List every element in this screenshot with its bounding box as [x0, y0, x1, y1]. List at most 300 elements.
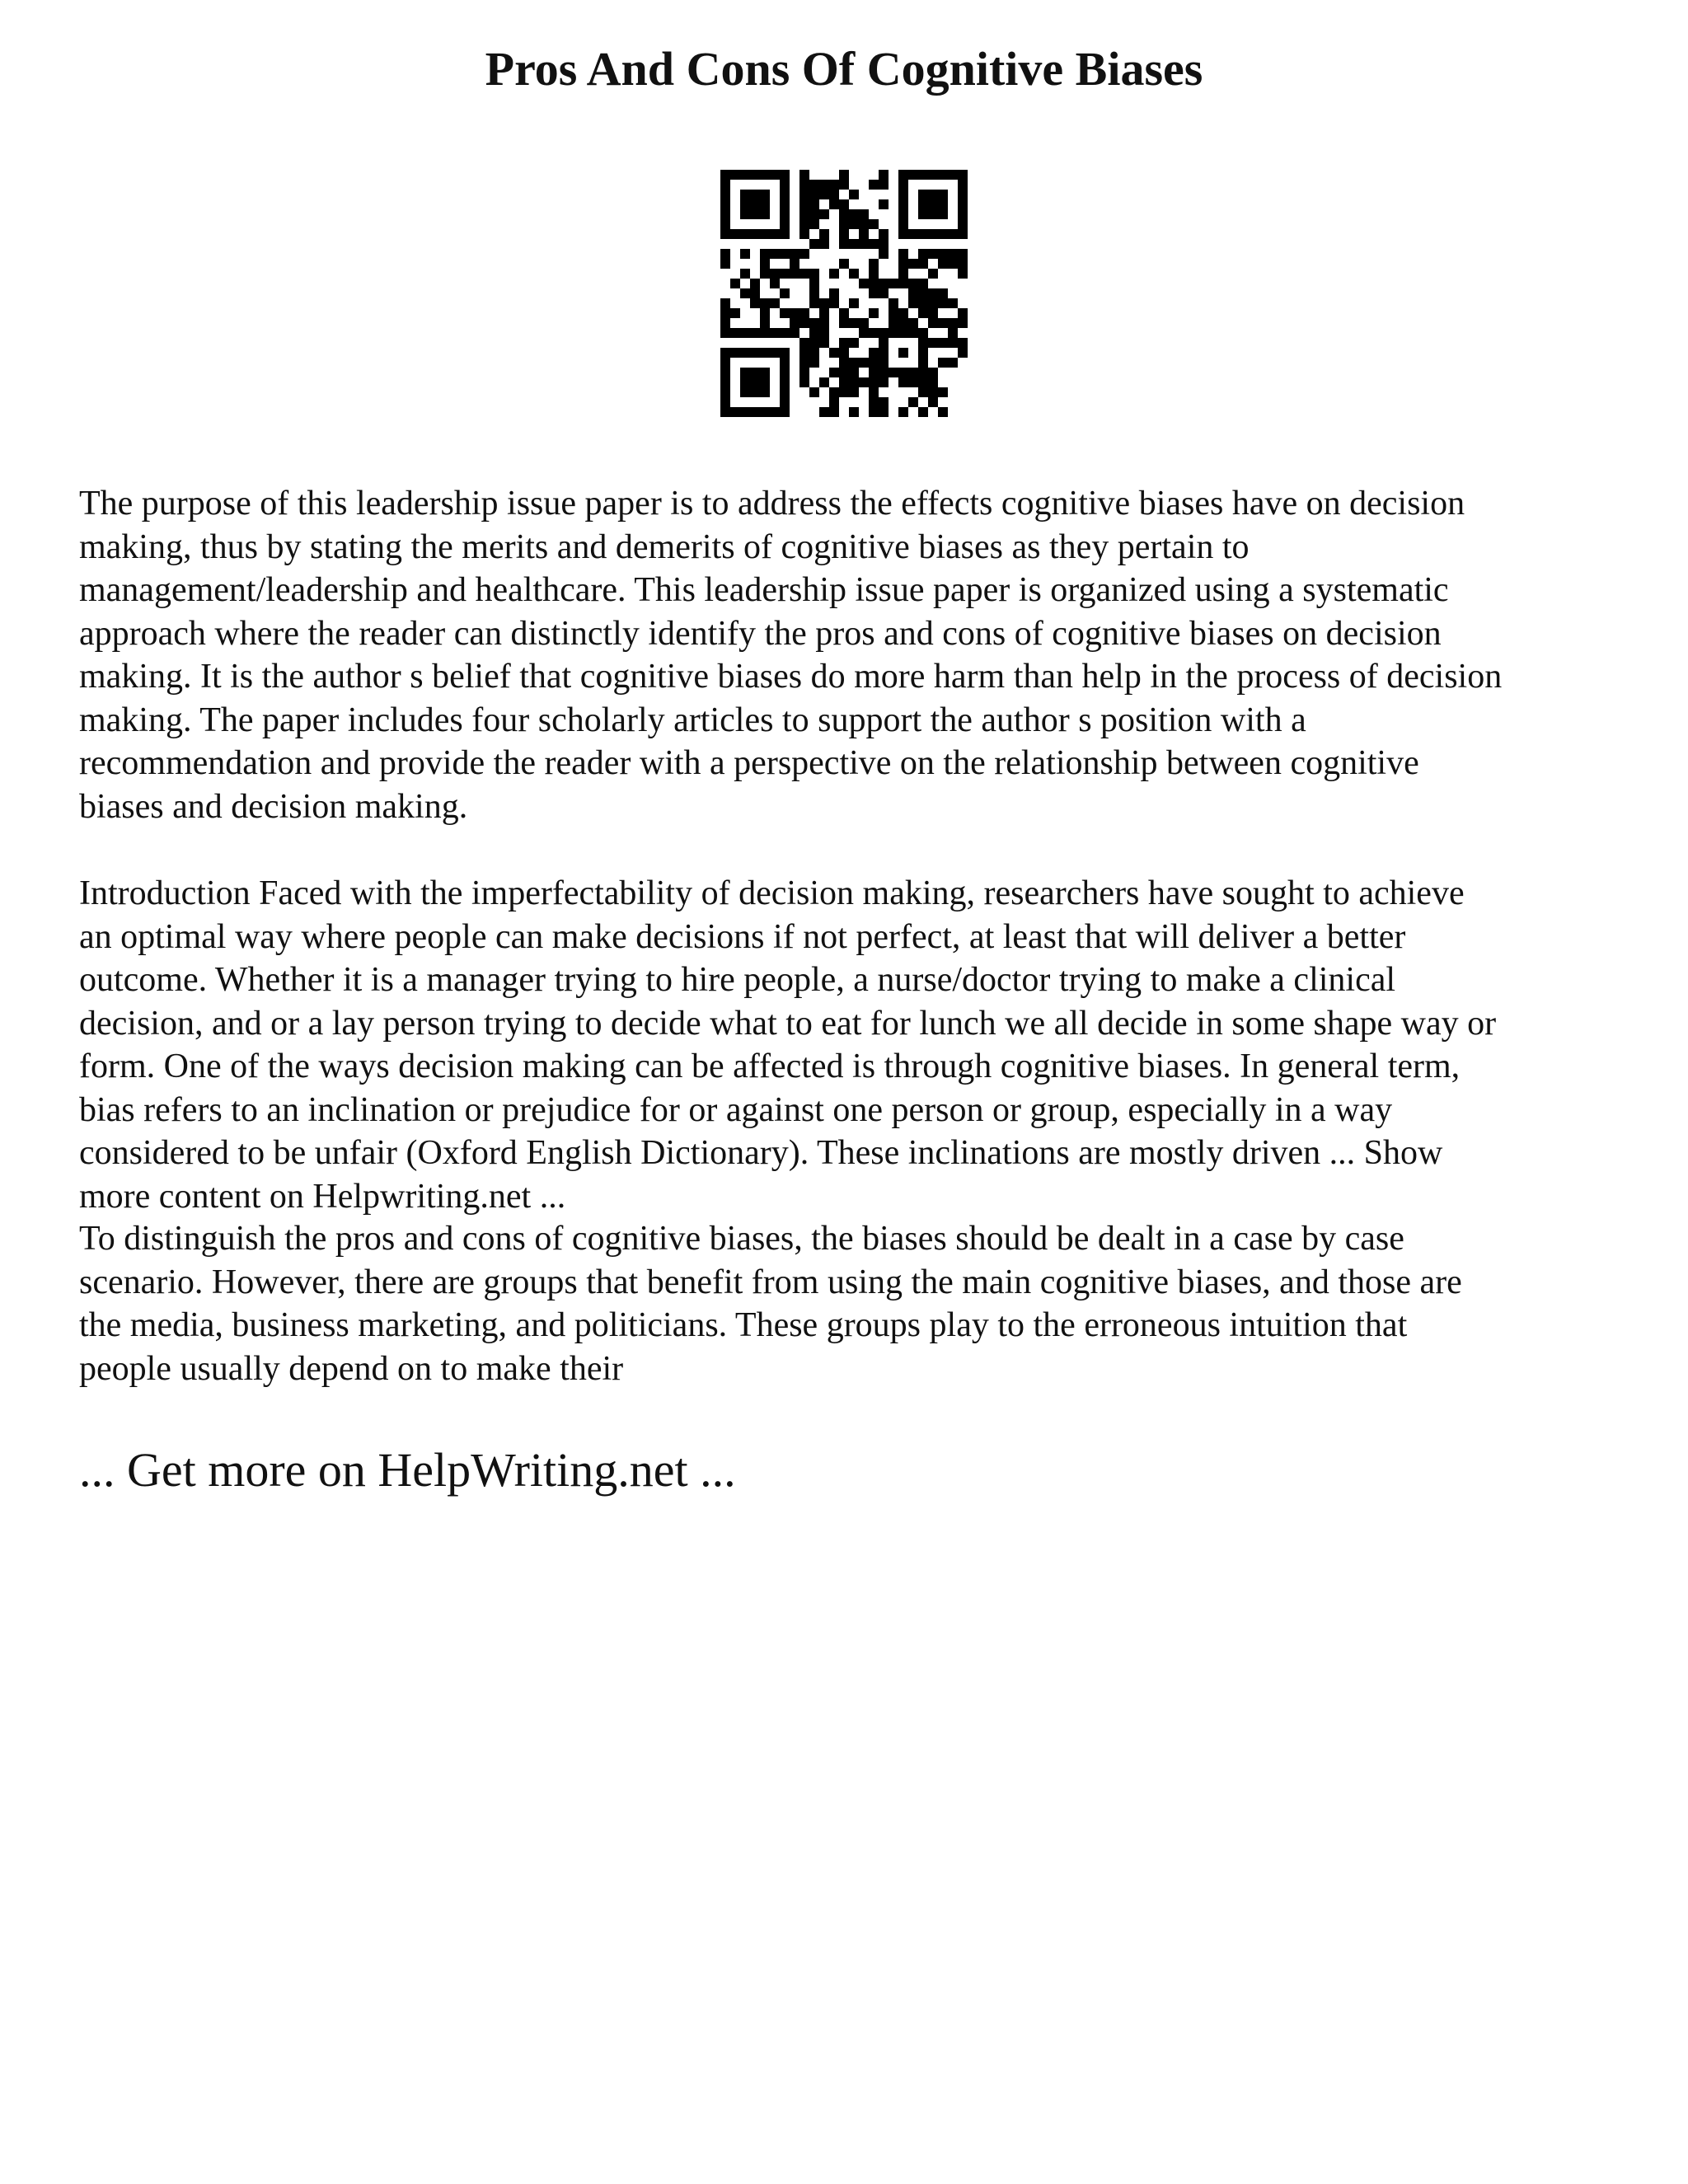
qr-module — [958, 180, 968, 190]
qr-module — [770, 170, 780, 180]
qr-module — [829, 269, 839, 279]
qr-module — [720, 180, 730, 190]
qr-module — [908, 377, 918, 387]
qr-module — [839, 239, 849, 249]
qr-module — [780, 358, 790, 368]
qr-module — [938, 318, 948, 328]
qr-module — [829, 348, 839, 358]
qr-module — [958, 190, 968, 199]
qr-module — [750, 279, 760, 288]
qr-module — [938, 249, 948, 259]
qr-module — [760, 209, 770, 219]
qr-module — [849, 318, 859, 328]
qr-module — [799, 219, 809, 229]
qr-module — [928, 249, 938, 259]
qr-module — [879, 407, 889, 417]
qr-module — [928, 318, 938, 328]
qr-module — [958, 259, 968, 269]
qr-module — [928, 288, 938, 298]
qr-module — [799, 209, 809, 219]
qr-module — [869, 348, 879, 358]
qr-module — [819, 239, 829, 249]
qr-module — [740, 348, 750, 358]
qr-module — [948, 318, 958, 328]
qr-module — [819, 407, 829, 417]
qr-module — [938, 199, 948, 209]
qr-module — [839, 358, 849, 368]
qr-module — [918, 407, 928, 417]
qr-module — [799, 190, 809, 199]
qr-module — [839, 308, 849, 318]
qr-module — [760, 298, 770, 308]
qr-module — [839, 338, 849, 348]
qr-module — [849, 407, 859, 417]
qr-module — [958, 338, 968, 348]
qr-module — [918, 288, 928, 298]
qr-module — [928, 269, 938, 279]
qr-module — [879, 239, 889, 249]
qr-module — [839, 318, 849, 328]
qr-module — [928, 368, 938, 377]
qr-module — [938, 170, 948, 180]
qr-module — [928, 170, 938, 180]
qr-module — [720, 190, 730, 199]
qr-module — [720, 318, 730, 328]
qr-module — [898, 377, 908, 387]
qr-module — [918, 259, 928, 269]
qr-module — [859, 229, 869, 239]
qr-module — [859, 239, 869, 249]
qr-module — [869, 308, 879, 318]
qr-module — [720, 209, 730, 219]
qr-module — [799, 199, 809, 209]
qr-module — [780, 308, 790, 318]
qr-module — [948, 358, 958, 368]
qr-module — [958, 308, 968, 318]
qr-module — [879, 348, 889, 358]
qr-module — [799, 338, 809, 348]
qr-module — [918, 209, 928, 219]
qr-module — [780, 180, 790, 190]
qr-module — [958, 229, 968, 239]
qr-module — [918, 279, 928, 288]
qr-module — [839, 368, 849, 377]
qr-module — [780, 219, 790, 229]
qr-module — [809, 190, 819, 199]
qr-module — [750, 190, 760, 199]
qr-module — [730, 348, 740, 358]
qr-module — [760, 368, 770, 377]
qr-module — [780, 209, 790, 219]
qr-module — [770, 348, 780, 358]
qr-module — [849, 368, 859, 377]
qr-module — [740, 229, 750, 239]
qr-module — [740, 249, 750, 259]
qr-module — [799, 269, 809, 279]
qr-module — [918, 190, 928, 199]
qr-module — [740, 328, 750, 338]
qr-module — [780, 387, 790, 397]
qr-module — [760, 170, 770, 180]
qr-module — [908, 328, 918, 338]
qr-module — [898, 199, 908, 209]
qr-module — [720, 298, 730, 308]
qr-module — [889, 279, 898, 288]
qr-module — [720, 328, 730, 338]
qr-module — [898, 269, 908, 279]
qr-module — [928, 387, 938, 397]
qr-module — [859, 279, 869, 288]
qr-module — [839, 348, 849, 358]
qr-module — [879, 338, 889, 348]
qr-module — [898, 229, 908, 239]
qr-module — [839, 387, 849, 397]
qr-module — [849, 338, 859, 348]
qr-module — [760, 407, 770, 417]
qr-module — [730, 407, 740, 417]
qr-module — [750, 209, 760, 219]
qr-module — [829, 387, 839, 397]
qr-module — [879, 288, 889, 298]
qr-module — [839, 209, 849, 219]
qr-module — [839, 180, 849, 190]
qr-module — [740, 170, 750, 180]
qr-module — [928, 377, 938, 387]
qr-module — [730, 229, 740, 239]
qr-module — [839, 229, 849, 239]
qr-module — [898, 368, 908, 377]
qr-module — [740, 209, 750, 219]
qr-module — [780, 368, 790, 377]
qr-module — [908, 259, 918, 269]
qr-module — [809, 279, 819, 288]
abstract-paragraph: The purpose of this leadership issue paper is to address the effects cognitive biases have on decision making, thus by stating the merits and demerits of cognitive biases as they pertain to management/leadership and healthcare. This leadership issue paper is organized using a systematic approach where the reader can distinctly identify the pros and cons of cognitive biases on decision making. It is the author s belief that cognitive biases do more harm than help in the process of decision making. The paper includes four scholarly articles to support the author s position with a recommendation and provide the reader with a perspective on the relationship between cognitive biases and decision making. — [79, 485, 1503, 826]
qr-module — [720, 199, 730, 209]
qr-module — [760, 348, 770, 358]
qr-module — [740, 190, 750, 199]
qr-module — [720, 358, 730, 368]
qr-module — [770, 407, 780, 417]
qr-module — [799, 249, 809, 259]
qr-module — [750, 377, 760, 387]
qr-module — [829, 298, 839, 308]
qr-code-graphic — [720, 170, 968, 417]
qr-module — [879, 229, 889, 239]
qr-module — [839, 259, 849, 269]
qr-module — [819, 377, 829, 387]
qr-module — [938, 259, 948, 269]
qr-module — [938, 338, 948, 348]
qr-module — [898, 249, 908, 259]
qr-module — [879, 377, 889, 387]
qr-module — [839, 199, 849, 209]
qr-module — [879, 368, 889, 377]
qr-module — [869, 219, 879, 229]
qr-module — [898, 308, 908, 318]
qr-module — [859, 318, 869, 328]
qr-module — [849, 387, 859, 397]
qr-module — [869, 279, 879, 288]
qr-module — [780, 199, 790, 209]
qr-module — [720, 259, 730, 269]
qr-module — [869, 397, 879, 407]
qr-module — [780, 269, 790, 279]
qr-module — [879, 180, 889, 190]
qr-module — [770, 298, 780, 308]
qr-module — [780, 377, 790, 387]
qr-module — [839, 377, 849, 387]
qr-module — [928, 229, 938, 239]
qr-module — [958, 249, 968, 259]
qr-module — [938, 387, 948, 397]
qr-module — [918, 358, 928, 368]
qr-module — [938, 288, 948, 298]
qr-module — [809, 209, 819, 219]
qr-module — [720, 308, 730, 318]
qr-module — [928, 338, 938, 348]
qr-module — [879, 328, 889, 338]
qr-module — [730, 279, 740, 288]
qr-module — [790, 308, 799, 318]
qr-module — [730, 308, 740, 318]
qr-module — [839, 219, 849, 229]
qr-module — [889, 318, 898, 328]
qr-module — [849, 219, 859, 229]
qr-module — [958, 219, 968, 229]
qr-module — [760, 190, 770, 199]
qr-module — [809, 358, 819, 368]
qr-module — [879, 279, 889, 288]
qr-module — [908, 170, 918, 180]
qr-module — [809, 298, 819, 308]
page-title: Pros And Cons Of Cognitive Biases — [485, 42, 1203, 96]
qr-module — [799, 318, 809, 328]
qr-module — [809, 239, 819, 249]
qr-module — [750, 229, 760, 239]
qr-module — [780, 249, 790, 259]
qr-module — [809, 199, 819, 209]
qr-module — [829, 180, 839, 190]
qr-module — [908, 288, 918, 298]
body-paragraph: To distinguish the pros and cons of cognitive biases, the biases should be dealt in a case by case scenario. However, there are groups that benefit from using the main cognitive biases, and those are the media, business marketing, and politicians. These groups play to the erroneous intuition that people usually depend on to make their — [79, 1220, 1462, 1388]
qr-module — [879, 170, 889, 180]
qr-module — [809, 387, 819, 397]
qr-module — [908, 279, 918, 288]
qr-module — [839, 170, 849, 180]
qr-module — [859, 358, 869, 368]
qr-module — [849, 377, 859, 387]
qr-module — [869, 180, 879, 190]
qr-module — [760, 377, 770, 387]
qr-module — [760, 328, 770, 338]
qr-module — [879, 249, 889, 259]
qr-module — [799, 368, 809, 377]
qr-module — [790, 269, 799, 279]
qr-module — [918, 199, 928, 209]
qr-module — [750, 298, 760, 308]
qr-module — [898, 407, 908, 417]
qr-module — [799, 377, 809, 387]
qr-module — [799, 180, 809, 190]
qr-module — [879, 358, 889, 368]
qr-module — [898, 170, 908, 180]
qr-module — [780, 397, 790, 407]
qr-module — [740, 387, 750, 397]
qr-module — [780, 190, 790, 199]
qr-module — [750, 407, 760, 417]
qr-module — [918, 328, 928, 338]
qr-module — [859, 377, 869, 387]
qr-module — [790, 249, 799, 259]
qr-module — [770, 279, 780, 288]
qr-module — [898, 318, 908, 328]
qr-module — [918, 229, 928, 239]
qr-module — [829, 407, 839, 417]
qr-module — [849, 239, 859, 249]
qr-module — [730, 328, 740, 338]
qr-module — [819, 229, 829, 239]
qr-module — [720, 407, 730, 417]
qr-module — [898, 219, 908, 229]
qr-module — [829, 397, 839, 407]
qr-module — [849, 269, 859, 279]
qr-module — [918, 249, 928, 259]
qr-module — [908, 298, 918, 308]
get-more-link[interactable]: ... Get more on HelpWriting.net ... — [79, 1443, 736, 1497]
qr-module — [898, 348, 908, 358]
qr-module — [958, 318, 968, 328]
qr-module — [740, 199, 750, 209]
qr-module — [750, 387, 760, 397]
qr-module — [750, 328, 760, 338]
qr-module — [740, 407, 750, 417]
qr-module — [770, 229, 780, 239]
qr-module — [879, 397, 889, 407]
qr-module — [780, 288, 790, 298]
qr-module — [819, 180, 829, 190]
qr-module — [879, 199, 889, 209]
qr-module — [720, 368, 730, 377]
qr-module — [790, 318, 799, 328]
qr-module — [790, 259, 799, 269]
qr-module — [720, 170, 730, 180]
qr-module — [750, 368, 760, 377]
qr-module — [869, 387, 879, 397]
qr-module — [780, 170, 790, 180]
qr-module — [928, 308, 938, 318]
qr-module — [908, 397, 918, 407]
qr-module — [720, 249, 730, 259]
qr-module — [889, 308, 898, 318]
qr-module — [720, 397, 730, 407]
qr-module — [809, 288, 819, 298]
qr-module — [750, 170, 760, 180]
qr-module — [780, 229, 790, 239]
qr-module — [849, 190, 859, 199]
qr-module — [780, 328, 790, 338]
qr-module — [958, 348, 968, 358]
qr-module — [869, 377, 879, 387]
qr-module — [948, 328, 958, 338]
qr-module — [799, 358, 809, 368]
qr-module — [898, 259, 908, 269]
qr-module — [928, 199, 938, 209]
qr-module — [948, 170, 958, 180]
qr-module — [770, 328, 780, 338]
qr-module — [869, 269, 879, 279]
qr-module — [928, 298, 938, 308]
qr-module — [720, 229, 730, 239]
qr-module — [750, 288, 760, 298]
introduction-paragraph: Introduction Faced with the imperfectability of decision making, researchers have sought to achieve an optimal way where people can make decisions if not perfect, at least that will deliver a better outcome. Whether it is a manager trying to hire people, a nurse/doctor trying to make a clinical decision, and or a lay person trying to decide what to eat for lunch we all decide in some shape way or form. One of the ways decision making can be affected is through cognitive biases. In general term, bias refers to an inclination or prejudice for or against one person or group, especially in a way considered to be unfair (Oxford English Dictionary). These inclinations are mostly driven ... Show more content on Helpwriting.net ... — [79, 874, 1497, 1216]
qr-module — [760, 229, 770, 239]
qr-module — [908, 229, 918, 239]
qr-module — [938, 209, 948, 219]
qr-module — [720, 387, 730, 397]
qr-module — [760, 387, 770, 397]
qr-module — [898, 279, 908, 288]
qr-module — [918, 338, 928, 348]
qr-module — [928, 190, 938, 199]
qr-module — [898, 328, 908, 338]
qr-module — [938, 190, 948, 199]
qr-module — [819, 190, 829, 199]
qr-module — [918, 387, 928, 397]
qr-module — [760, 308, 770, 318]
qr-module — [898, 209, 908, 219]
qr-module — [819, 338, 829, 348]
qr-module — [720, 348, 730, 358]
qr-module — [918, 298, 928, 308]
qr-module — [869, 368, 879, 377]
qr-module — [720, 219, 730, 229]
qr-module — [869, 407, 879, 417]
qr-module — [819, 308, 829, 318]
qr-module — [799, 170, 809, 180]
qr-module — [740, 377, 750, 387]
qr-module — [869, 259, 879, 269]
qr-module — [829, 368, 839, 377]
qr-module — [829, 288, 839, 298]
qr-module — [928, 397, 938, 407]
qr-module — [948, 298, 958, 308]
qr-module — [938, 358, 948, 368]
qr-module — [889, 368, 898, 377]
qr-module — [770, 269, 780, 279]
qr-module — [829, 190, 839, 199]
qr-module — [958, 269, 968, 279]
qr-module — [740, 368, 750, 377]
qr-module — [849, 298, 859, 308]
qr-module — [819, 298, 829, 308]
qr-module — [809, 269, 819, 279]
qr-module — [720, 377, 730, 387]
qr-module — [809, 338, 819, 348]
qr-module — [730, 170, 740, 180]
qr-module — [958, 199, 968, 209]
qr-module — [829, 199, 839, 209]
qr-module — [819, 328, 829, 338]
qr-module — [918, 308, 928, 318]
qr-module — [809, 219, 819, 229]
qr-module — [819, 318, 829, 328]
qr-module — [938, 229, 948, 239]
qr-module — [958, 209, 968, 219]
qr-module — [750, 199, 760, 209]
qr-module — [819, 209, 829, 219]
qr-module — [918, 368, 928, 377]
qr-module — [799, 348, 809, 358]
